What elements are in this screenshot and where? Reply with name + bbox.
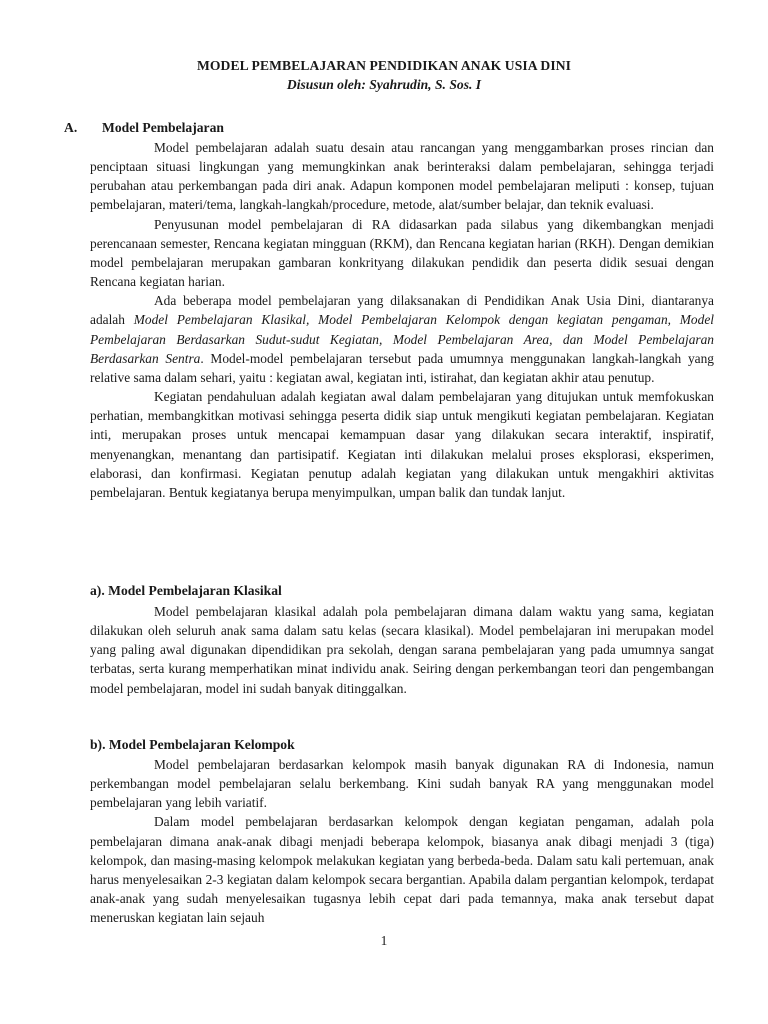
section-a-body <box>90 138 714 502</box>
paragraph: Kegiatan pendahuluan adalah kegiatan awal dalam pembelajaran yang ditujukan untuk memfokuskan perhatian, membangkitkan motivasi sehingga peserta didik siap untuk mengikuti kegiatan pembelajaran. Kegiatan inti, merupakan proses untuk mencapai kemampuan dasar yang dilakukan secara interaktif, inspiratif, menyenangkan, menantang dan partisipatif. Kegiatan inti dilakukan melalui proses eksplorasi, eksperimen, elaborasi, dan konfirmasi. Kegiatan penutup adalah kegiatan yang dilakukan untuk mengakhiri aktivitas pembelajaran. Bentuk kegiatanya berupa menyimpulkan, umpan balik dan tundak lanjut. <box>90 389 714 500</box>
paragraph-text: Ada beberapa model pembelajaran yang dilaksanakan di Pendidikan Anak Usia Dini, diantaranya adalah <box>90 293 714 328</box>
paragraph-italic-text: Model Pembelajaran Klasikal, Model Pembelajaran Kelompok dengan kegiatan pengaman, Model Pembelajaran Berdasarkan Sudut-sudut Kegiatan, Model Pembelajaran Area, dan Model Pembelajaran Berdasarkan Sentra <box>90 312 714 366</box>
document-author: Disusun oleh: Syahrudin, S. Sos. I <box>286 77 482 92</box>
paragraph: Model pembelajaran berdasarkan kelompok masih banyak digunakan RA di Indonesia, namun perkembangan model pembelajaran selalu berkembang. Kini sudah banyak RA yang menggunakan model pembelajaran yang lebih variatif. <box>90 757 714 811</box>
section-a-number: A. <box>64 120 78 135</box>
section-a-title: Model Pembelajaran <box>102 120 224 135</box>
subsection-b-heading: b). Model Pembelajaran Kelompok <box>90 737 295 752</box>
subsection-a-heading: a). Model Pembelajaran Klasikal <box>90 583 282 598</box>
section-a-heading <box>64 120 224 136</box>
paragraph-text: . Model-model pembelajaran tersebut pada umumnya menggunakan langkah-langkah yang relative sama dalam sehari, yaitu : kegiatan awal, kegiatan inti, istirahat, dan kegiatan akhir atau penutup. <box>90 350 714 385</box>
paragraph <box>90 291 714 387</box>
subsection-b-body <box>90 755 714 927</box>
subsection-a-body <box>90 602 714 698</box>
paragraph: Dalam model pembelajaran berdasarkan kelompok dengan kegiatan pengaman, adalah pola pembelajaran dimana anak-anak dibagi menjadi beberapa kelompok, biasanya anak dibagi menjadi 3 (tiga) kelompok, dan masing-masing kelompok melakukan kegiatan yang berbeda-beda. Dalam satu kali pertemuan, anak harus menyelesaikan 2-3 kegiatan dalam kelompok secara bergantian. Apabila dalam pergantian kelompok, terdapat anak-anak yang sudah menyelesaikan tugasnya lebih cepat dari pada temannya, maka anak tersebut dapat meneruskan kegiatan lain sejauh <box>90 814 714 926</box>
page-number: 1 <box>380 933 388 948</box>
document-title: MODEL PEMBELAJARAN PENDIDIKAN ANAK USIA DINI <box>196 58 572 73</box>
paragraph: Penyusunan model pembelajaran di RA didasarkan pada silabus yang dikembangkan menjadi perencanaan semester, Rencana kegiatan mingguan (RKM), dan Rencana kegiatan harian (RKH). Dengan demikian model pembelajaran merupakan gambaran konkrityang dilakukan pendidik dan peserta didik sesuai dengan Rencana kegiatan harian. <box>90 216 714 290</box>
paragraph: Model pembelajaran adalah suatu desain atau rancangan yang menggambarkan proses rincian dan penciptaan situasi lingkungan yang memungkinkan anak berinteraksi dalam pembelajaran, sehingga terjadi perubahan atau perkembangan pada diri anak. Adapun komponen model pembelajaran meliputi : konsep, tujuan pembelajaran, materi/tema, langkah-langkah/procedure, metode, alat/sumber belajar, dan teknik evaluasi. <box>90 140 714 213</box>
paragraph: Model pembelajaran klasikal adalah pola pembelajaran dimana dalam waktu yang sama, kegiatan dilakukan oleh seluruh anak sama dalam satu kelas (secara klasikal). Model pembelajaran ini merupakan model yang paling awal digunakan dipendidikan pra sekolah, dengan sarana pembelajaran yang pada umumnya sangat terbatas, serta kurang memperhatikan minat individu anak. Seiring dengan perkembangan teori dan pengembangan model pembelajaran, model ini sudah banyak ditinggalkan. <box>90 604 714 696</box>
